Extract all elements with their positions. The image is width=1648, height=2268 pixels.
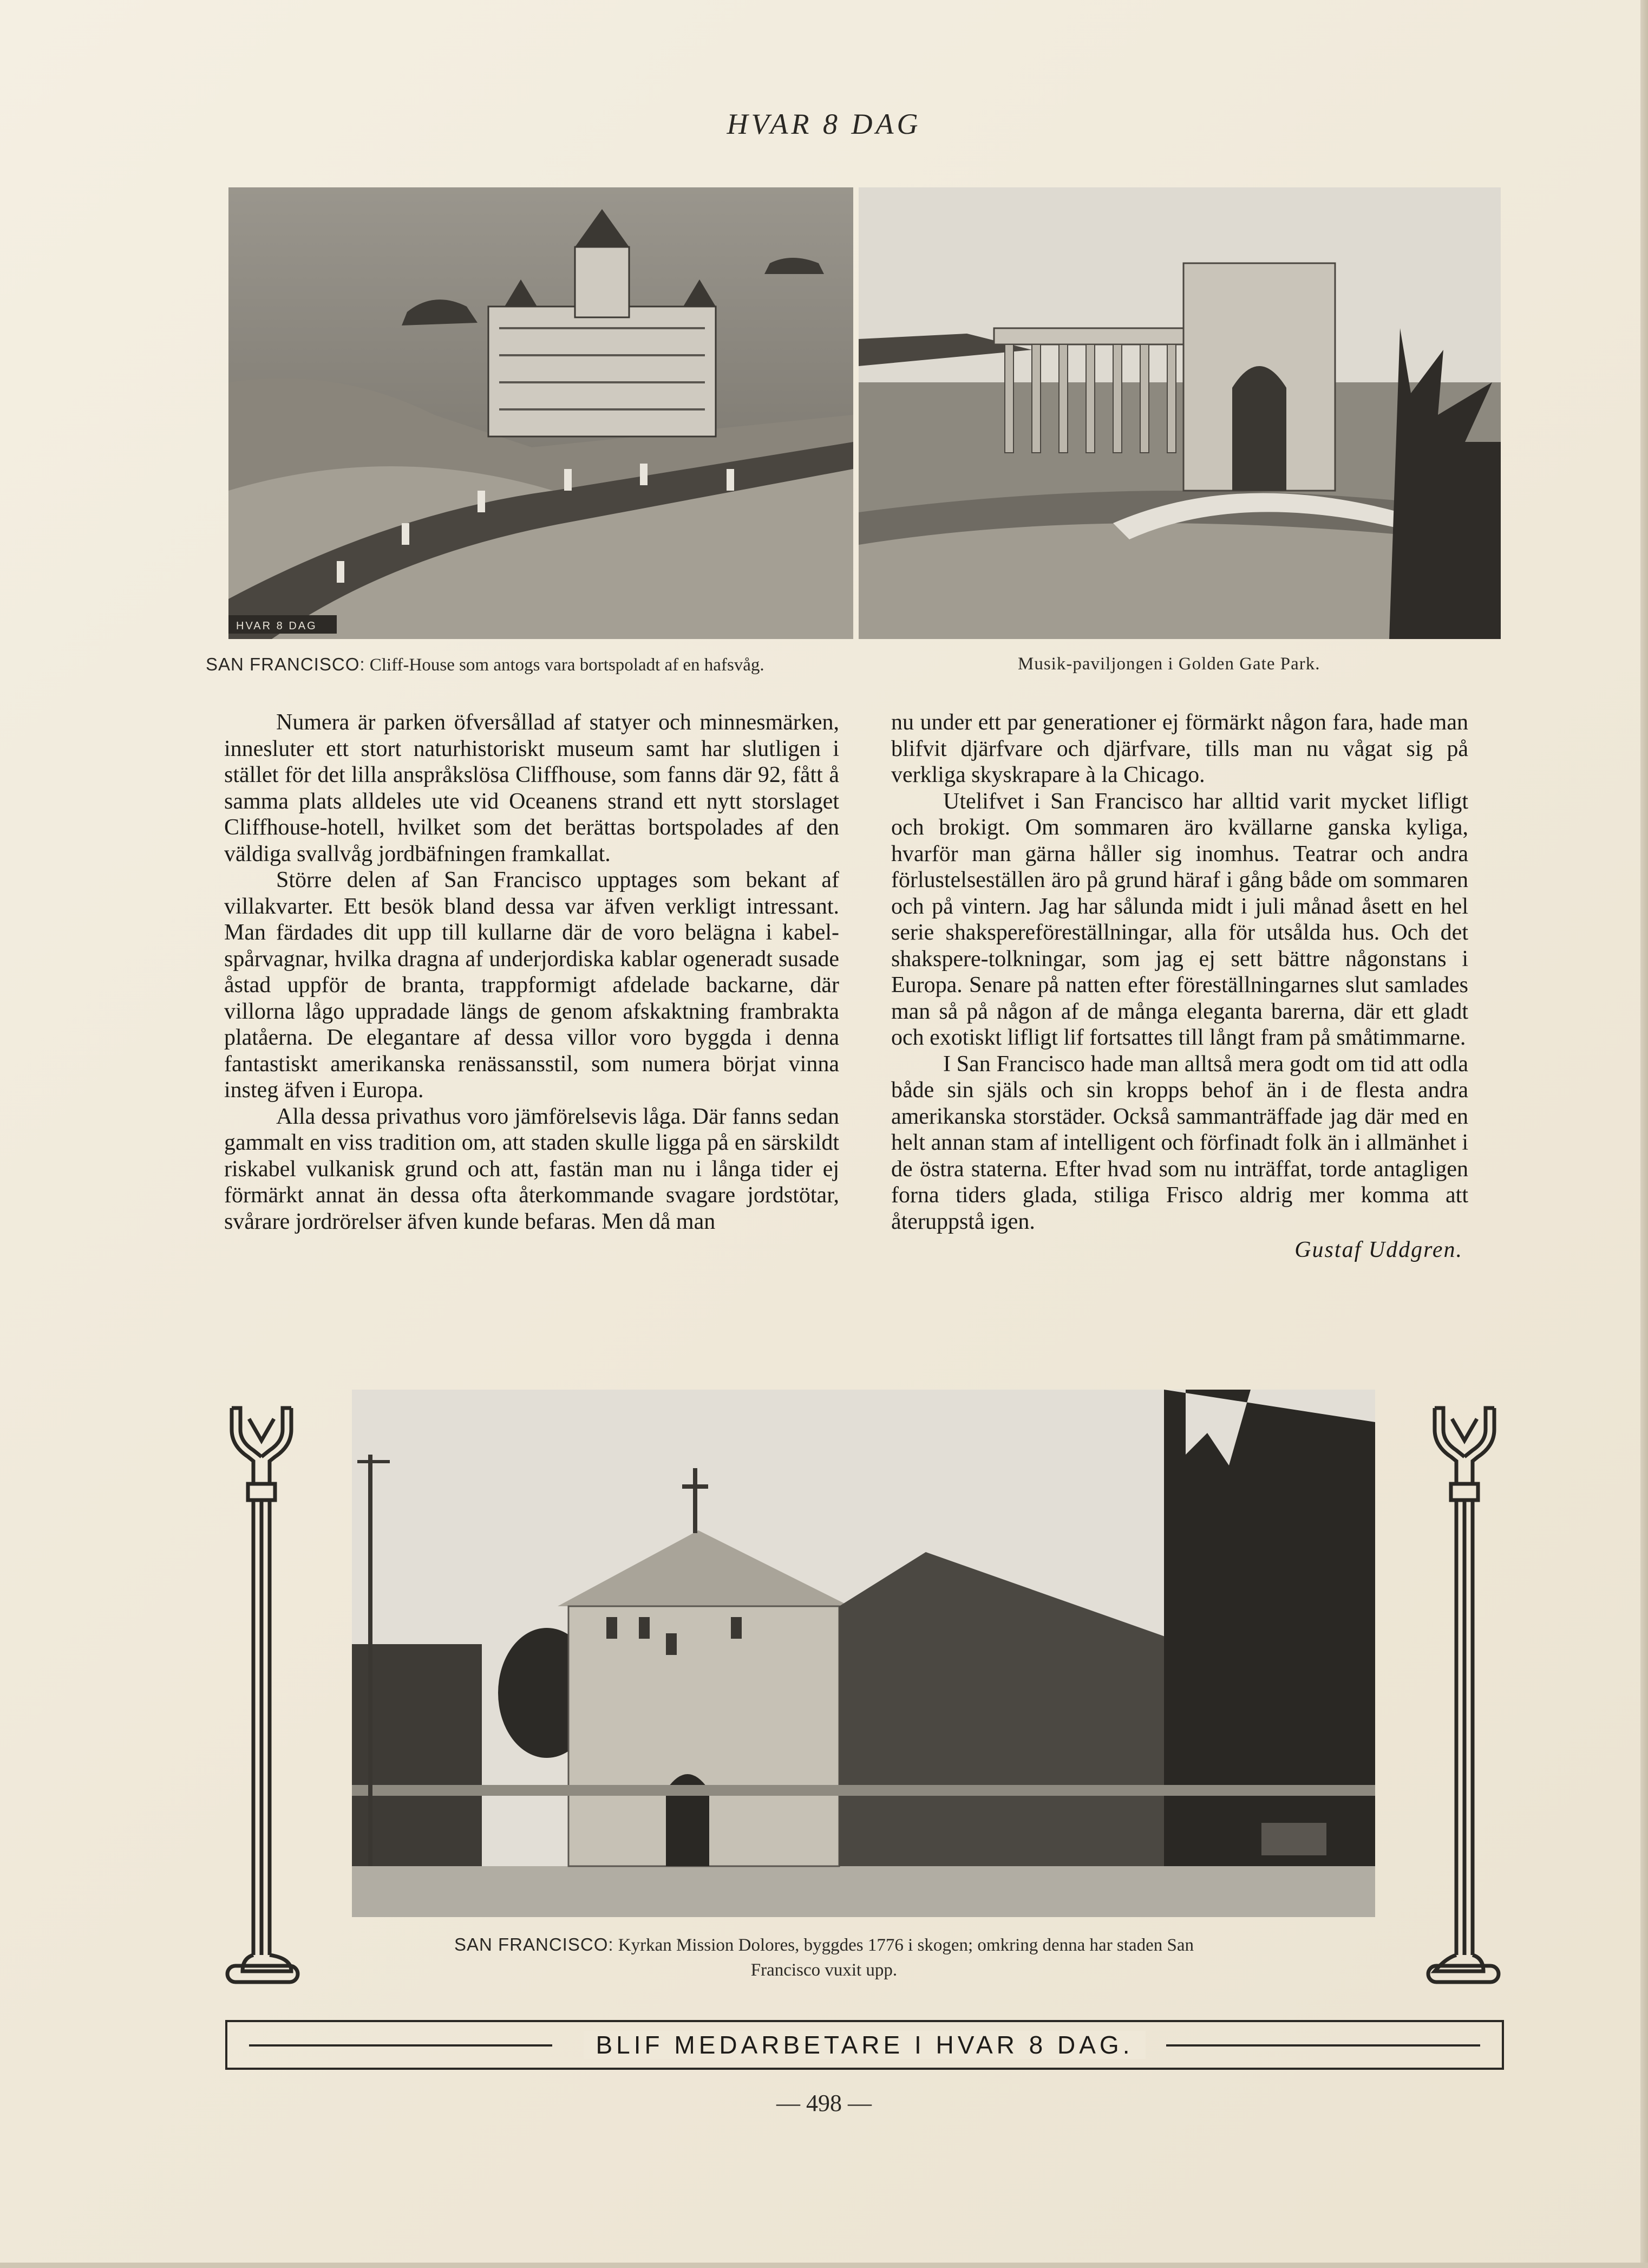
cliff-house-watermark: HVAR 8 DAG: [236, 620, 317, 632]
left-ornament: [221, 1397, 302, 1987]
paragraph-5: I San Francisco hade man alltså mera godt om tid att odla både sin själs och sin kropps behof än i de flesta andra amerikanska storstäder. Också sammanträffade jag där med en helt annan stam af intelligent och förfinadt folk än i allmänhet i de östra staterna. Efter hvad som nu inträffat, torde antagligen forna tiders glada, stiliga Frisco aldrig mer komma att återuppstå igen.: [891, 1051, 1468, 1234]
mission-caption-line-2: Francisco vuxit upp.: [750, 1960, 898, 1980]
paragraph-4: Utelifvet i San Francisco har alltid varit mycket lifligt och brokigt. Om sommaren äro kvällarne ganska kyliga, hvarför man gärna håller sig inomhus. Teatrar och andra förlustelseställen äro på grund häraf i gång både om sommaren och på vintern. Jag har sålunda midt i juli månad åsett en hel serie shakspereföreställningar, alla för utsålda hus. Och det shakspere-tolkningar, som jag ej sett bättre någonstans i Europa. Senare på natten efter föreställningarnes slut samlades man så på någon af de många eleganta barerna, där ett gladt och exotiskt lifligt lif fortsattes till långt fram på småtimmarne.: [891, 788, 1468, 1050]
mission-dolores-caption: [0, 1932, 1648, 1983]
article-left-column: [224, 709, 839, 1235]
page-edge-bottom: [0, 2263, 1648, 2268]
mission-dolores-photo: [352, 1390, 1375, 1917]
mission-dolores-illustration: [352, 1390, 1375, 1917]
paragraph-continuation: nu under ett par generationer ej förmärkt någon fara, hade man blifvit djärfvare och djärfvare, tills man nu vågat sig på verkliga skyskrapare à la Chicago.: [891, 710, 1468, 787]
page-edge-right: [1640, 0, 1648, 2268]
page-number: — 498 —: [776, 2090, 872, 2116]
cliff-house-illustration: [228, 187, 853, 639]
mission-caption-line-1: [0, 1932, 1648, 1958]
paragraph-2: Större delen af San Francisco upptages som bekant af villakvarter. Ett besök bland dessa var äfven verkligt intressant. Man färdades dit upp till kullarne där de voro belägna i kabel-spårvagnar, hvilka dragna af underjordiska kablar ogeneradt susade åstad uppför de branta, trappformigt afdelade backarne, där villorna lågo uppradade längs de genom afskaktning frambrakta platåerna. De elegantare af dessa villor voro byggda i denna fantastiskt amerikanska renässansstil, som numera börjat vinna insteg äfven i Europa.: [224, 868, 839, 1103]
mission-caption-prefix: SAN FRANCISCO:: [454, 1934, 614, 1954]
author-signature: Gustaf Uddgren.: [1294, 1237, 1463, 1262]
subscription-banner: [225, 2020, 1504, 2070]
music-pavilion-photo: [859, 187, 1501, 639]
banner-text-wrap: [227, 2022, 1502, 2068]
mission-caption-text-1: Kyrkan Mission Dolores, byggdes 1776 i skogen; omkring denna har staden San: [618, 1935, 1194, 1955]
article-right-column: [891, 709, 1468, 1263]
cliff-house-caption-prefix: SAN FRANCISCO:: [206, 654, 365, 674]
music-pavilion-illustration: [859, 187, 1501, 639]
cliff-house-photo: [228, 187, 853, 639]
cliff-house-caption-text: Cliff-House som antogs vara bortspoladt af en hafsvåg.: [369, 655, 764, 675]
cliff-house-caption: [206, 654, 764, 675]
right-ornament: [1424, 1397, 1505, 1987]
paragraph-1: Numera är parken öfversållad af statyer och minnesmärken, innesluter ett stort naturhistoriskt museum samt har slutligen i stället för det lilla anspråkslösa Cliffhouse, som fanns där 92, fått å samma plats alldeles ute vid Oceanens strand ett nytt storslaget Cliffhouse-hotell, hvilket som det berättas bortspolades af den väldiga svallvåg jordbäfningen framkallat.: [224, 710, 839, 866]
banner-text: BLIF MEDARBETARE I HVAR 8 DAG.: [584, 2031, 1145, 2059]
running-head: HVAR 8 DAG: [727, 108, 921, 140]
paragraph-3: Alla dessa privathus voro jämförelsevis låga. Där fanns sedan gammalt en viss tradition om, att staden skulle ligga på en särskildt riskabel vulkanisk grund och att, fastän man nu i långa tider ej förmärkt annat än dessa ofta återkommande svagare jordstötar, svårare jordrörelser äfven kunde befaras. Men då man: [224, 1104, 839, 1234]
music-pavilion-caption: Musik-paviljongen i Golden Gate Park.: [1018, 654, 1320, 674]
